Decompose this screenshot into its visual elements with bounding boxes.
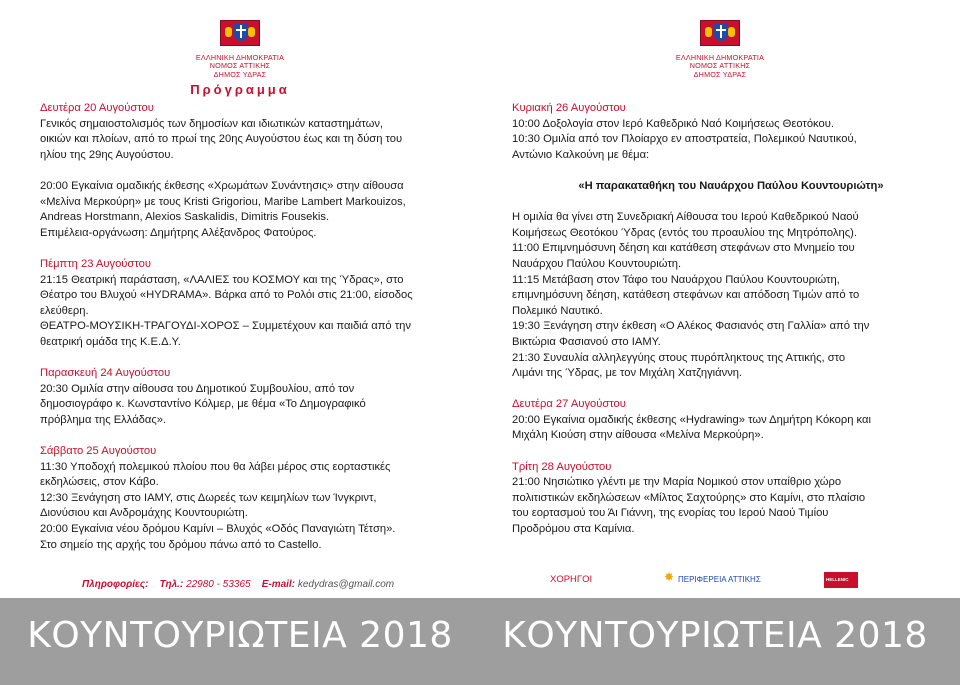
event-line: οικιών και πλοίων, από το πρωί της 20ης Αυγούστου έως και τη δύση του xyxy=(40,133,403,146)
event-line: δημοσιογράφο κ. Κωνσταντίνο Κόλμερ, με θέμα «Το Δημογραφικό xyxy=(40,398,366,411)
event-line: πολιτιστικών εκδηλώσεων «Μίλτος Σαχτούρης» στο Καμίνι, στο πλαίσιο xyxy=(512,491,866,504)
day-title: Παρασκευή 24 Αυγούστου xyxy=(40,367,171,380)
event-line: επιμνημόσυνη δέηση, κατάθεση στεφάνων και απόδοση Τιμών από το xyxy=(512,289,860,302)
event-line: Επιμέλεια-οργάνωση: Δημήτρης Αλέξανδρος Φατούρος. xyxy=(40,226,317,239)
event-line: 10:00 Δοξολογία στον Ιερό Καθεδρικό Ναό Κοιμήσεως Θεοτόκου. xyxy=(512,117,834,130)
event-line: εκδηλώσεις, στον Κάβο. xyxy=(40,476,159,489)
day-title: Πέμπτη 23 Αυγούστου xyxy=(40,257,151,270)
day-title: Τρίτη 28 Αυγούστου xyxy=(512,460,612,473)
sponsors-label: ΧΟΡΗΓΟΙ xyxy=(550,574,593,585)
government-line3: ΔΗΜΟΣ ΥΔΡΑΣ xyxy=(693,69,747,79)
right-content xyxy=(512,101,932,538)
government-line1: ΕΛΛΗΝΙΚΗ ΔΗΜΟΚΡΑΤΙΑ xyxy=(675,53,765,62)
event-line: ηλίου της 29ης Αυγούστου. xyxy=(40,148,174,161)
event-line: 20:30 Ομιλία στην αίθουσα του Δημοτικού Συμβουλίου, από τον xyxy=(40,382,355,395)
event-line: Βικτώρια Φασιανού στο ΙΑΜΥ. xyxy=(512,335,661,348)
event-line: Γενικός σημαιοστολισμός των δημοσίων και ιδιωτικών καταστημάτων, xyxy=(40,117,384,130)
event-line: θεατρική ομάδα της Κ.Ε.Δ.Υ. xyxy=(40,335,181,348)
day-title: Σάββατο 25 Αυγούστου xyxy=(40,445,157,458)
phone-number: 22980 - 53365 xyxy=(186,579,251,590)
event-line: 21:00 Νησιώτικο γλέντι με την Μαρία Νομικού στον υπαίθριο χώρο xyxy=(512,476,842,489)
government-text xyxy=(480,54,960,79)
event-line: Η ομιλία θα γίνει στη Συνεδριακή Αίθουσα του Ιερού Καθεδρικού Ναού xyxy=(512,211,859,224)
region-name: ΠΕΡΙΦΕΡΕΙΑ ΑΤΤΙΚΗΣ xyxy=(678,575,761,584)
event-line: 21:30 Συναυλία αλληλεγγύης στους πυρόπληκτους της Αττικής, στο xyxy=(512,351,846,364)
event-line: ΘΕΑΤΡΟ-ΜΟΥΣΙΚΗ-ΤΡΑΓΟΥΔΙ-ΧΟΡΟΣ – Συμμετέχουν και παιδιά από την xyxy=(40,320,411,333)
event-line: Λιμάνι της Ύδρας, με τον Μιχάλη Χατζηγιάννη. xyxy=(512,367,743,380)
event-line: Μιχάλη Κιούση στην αίθουσα «Μελίνα Μερκούρη». xyxy=(512,429,764,442)
email-link[interactable]: kedydras@gmail.com xyxy=(297,579,395,590)
government-text xyxy=(0,54,480,79)
event-line: Πολεμικό Ναυτικό. xyxy=(512,304,603,317)
event-line: 12:30 Ξενάγηση στο ΙΑΜΥ, στις Δωρεές των κειμηλίων των Ίνγκριντ, xyxy=(40,491,377,504)
event-line: 10:30 Ομιλία από τον Πλοίαρχο εν αποστρατεία, Πολεμικού Ναυτικού, xyxy=(512,133,857,146)
municipality-emblem-icon xyxy=(700,20,740,46)
government-line3: ΔΗΜΟΣ ΥΔΡΑΣ xyxy=(213,69,267,79)
event-line: πρόβλημα της Ελλάδας». xyxy=(40,413,167,426)
event-line: 20:00 Εγκαίνια νέου δρόμου Καμίνι – Βλυχός «Οδός Παναγιώτη Τέτση». xyxy=(40,523,396,536)
band-title-left: ΚΟΥΝΤΟΥΡΙΩΤΕΙΑ 2018 xyxy=(27,615,453,656)
sun-icon: ✸ xyxy=(664,570,675,584)
event-line: 11:15 Μετάβαση στον Τάφο του Ναυάρχου Παύλου Κουντουριώτη, xyxy=(512,273,840,286)
left-content xyxy=(40,101,455,553)
government-line2: ΝΟΜΟΣ ΑΤΤΙΚΗΣ xyxy=(689,61,751,71)
contact-info xyxy=(82,579,394,590)
event-line: Προδρόμου στα Καμίνια. xyxy=(512,523,635,536)
header-emblem xyxy=(480,20,960,79)
event-line: ελεύθερη. xyxy=(40,304,89,317)
event-line: 21:15 Θεατρική παράσταση, «ΛΑΛΙΕΣ του ΚΟΣΜΟΥ και της Ύδρας», στο xyxy=(40,273,404,286)
email-label: E-mail: xyxy=(261,579,296,590)
event-line: του εορτασμού του Άι Γιάννη, της ενορίας του Ιερού Ναού Τιμίου xyxy=(512,507,829,520)
sponsor-logo: HELLENIC xyxy=(824,572,858,588)
municipality-emblem-icon xyxy=(220,20,260,46)
event-line: «Μελίνα Μερκούρη» με τους Kristi Grigoriou, Maribe Lambert Markouizos, xyxy=(40,195,406,208)
event-line: 20:00 Εγκαίνια ομαδικής έκθεσης «Hydrawing» των Δημήτρη Κόκορη και xyxy=(512,413,871,426)
government-line2: ΝΟΜΟΣ ΑΤΤΙΚΗΣ xyxy=(209,61,271,71)
phone-label: Τηλ.: xyxy=(159,579,184,590)
event-line: 19:30 Ξενάγηση στην έκθεση «Ο Αλέκος Φασιανός στη Γαλλία» από την xyxy=(512,320,870,333)
right-page xyxy=(480,0,960,598)
event-line: 20:00 Εγκαίνια ομαδικής έκθεσης «Χρωμάτων Συνάντησις» στην αίθουσα xyxy=(40,179,404,192)
event-line: 11:00 Επιμνημόσυνη δέηση και κατάθεση στεφάνων στο Μνημείο του xyxy=(512,242,855,255)
header-emblem xyxy=(0,20,480,79)
event-line: Στο σημείο της αρχής του δρόμου πάνω από το Castello. xyxy=(40,538,322,551)
speech-title: «Η παρακαταθήκη του Ναυάρχου Παύλου Κουντουριώτη» xyxy=(578,179,884,192)
band-title-right: ΚΟΥΝΤΟΥΡΙΩΤΕΙΑ 2018 xyxy=(502,615,928,656)
government-line1: ΕΛΛΗΝΙΚΗ ΔΗΜΟΚΡΑΤΙΑ xyxy=(195,53,285,62)
event-line: Κοιμήσεως Θεοτόκου Ύδρας (εντός του προαυλίου της Μητρόπολης). xyxy=(512,226,857,239)
event-line: Διονύσιου και Ανδρομάχης Κουντουριώτη. xyxy=(40,507,248,520)
info-label: Πληροφορίες: xyxy=(82,579,149,590)
event-line: Αντώνιο Καλκούνη με θέμα: xyxy=(512,148,650,161)
program-title: Πρόγραμμα xyxy=(190,82,290,97)
sponsors-row xyxy=(480,570,960,590)
left-page xyxy=(0,0,480,598)
event-line: Θέατρο του Βλυχού «HYDRAMA». Βάρκα από το Ρολόι στις 21:00, είσοδος xyxy=(40,289,413,302)
title-band xyxy=(0,598,960,685)
day-title: Δευτέρα 20 Αυγούστου xyxy=(40,102,154,114)
event-line: 11:30 Υποδοχή πολεμικού πλοίου που θα λάβει μέρος στις εορταστικές xyxy=(40,460,391,473)
day-title: Κυριακή 26 Αυγούστου xyxy=(512,102,626,114)
day-title: Δευτέρα 27 Αυγούστου xyxy=(512,398,626,411)
event-line: Ναυάρχου Παύλου Κουντουριώτη. xyxy=(512,257,682,270)
event-line: Andreas Horstmann, Alexios Saskalidis, Dimitris Fousekis. xyxy=(40,211,330,224)
